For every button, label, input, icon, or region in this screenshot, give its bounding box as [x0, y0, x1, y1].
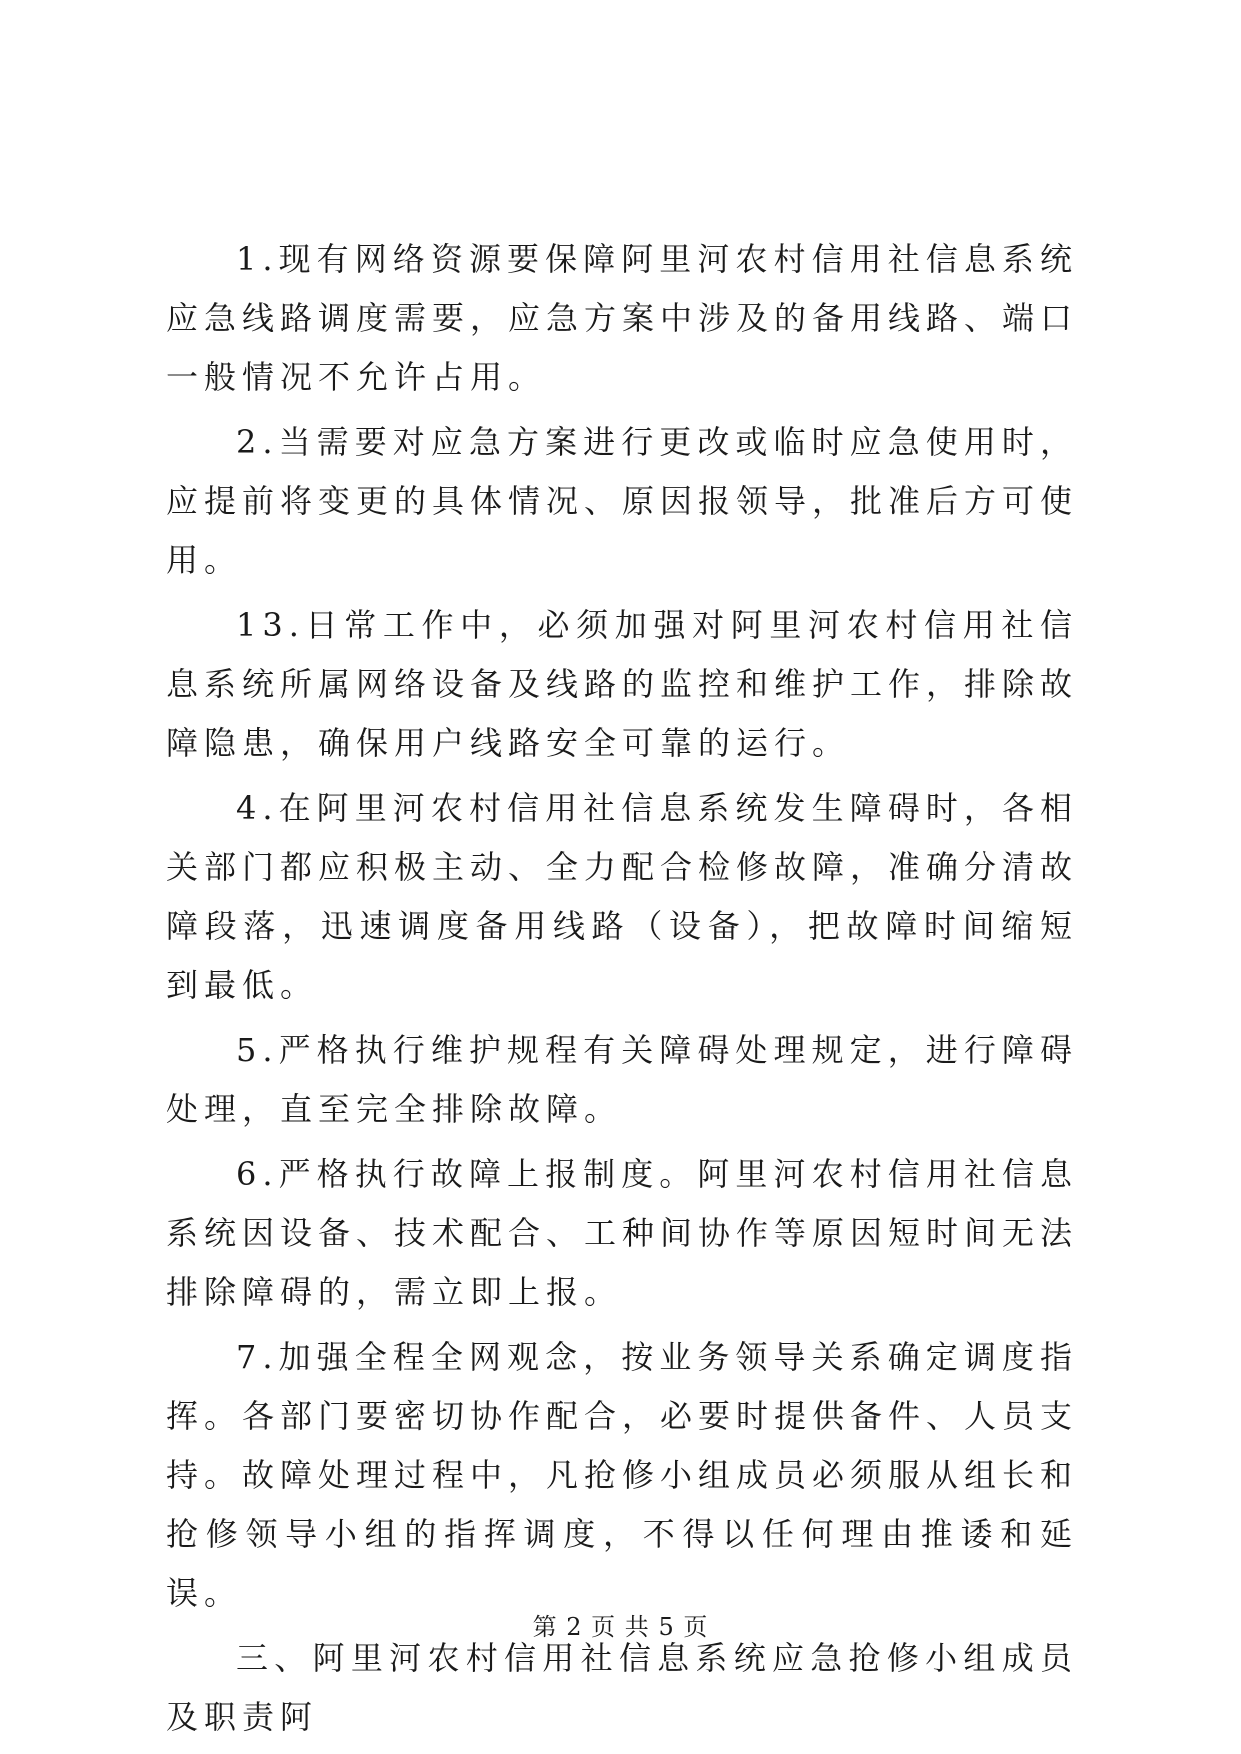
paragraph-2: 2.当需要对应急方案进行更改或临时应急使用时，应提前将变更的具体情况、原因报领导，批准后方可使用。: [166, 423, 1079, 579]
paragraph-6: 6.严格执行故障上报制度。阿里河农村信用社信息系统因设备、技术配合、工种间协作等原因短时间无法排除障碍的，需立即上报。: [166, 1155, 1079, 1311]
paragraph-4: 4.在阿里河农村信用社信息系统发生障碍时，各相关部门都应积极主动、全力配合检修故障，准确分清故障段落，迅速调度备用线路（设备），把故障时间缩短到最低。: [166, 789, 1079, 1004]
paragraph-1: 1.现有网络资源要保障阿里河农村信用社信息系统应急线路调度需要，应急方案中涉及的备用线路、端口一般情况不允许占用。: [166, 240, 1079, 396]
paragraph-7: 7.加强全程全网观念，按业务领导关系确定调度指挥。各部门要密切协作配合，必要时提供备件、人员支持。故障处理过程中，凡抢修小组成员必须服从组长和抢修领导小组的指挥调度，不得以任何理由推诿和延误。: [166, 1338, 1079, 1612]
document-body: [166, 230, 1078, 1753]
paragraph-5: 5.严格执行维护规程有关障碍处理规定，进行障碍处理，直至完全排除故障。: [166, 1031, 1078, 1128]
page-number-footer: 第 2 页 共 5 页: [532, 1613, 709, 1641]
paragraph-3: 13.日常工作中，必须加强对阿里河农村信用社信息系统所属网络设备及线路的监控和维护工作，排除故障隐患，确保用户线路安全可靠的运行。: [166, 606, 1079, 762]
section-heading-3: 三、阿里河农村信用社信息系统应急抢修小组成员及职责阿: [166, 1639, 1078, 1736]
